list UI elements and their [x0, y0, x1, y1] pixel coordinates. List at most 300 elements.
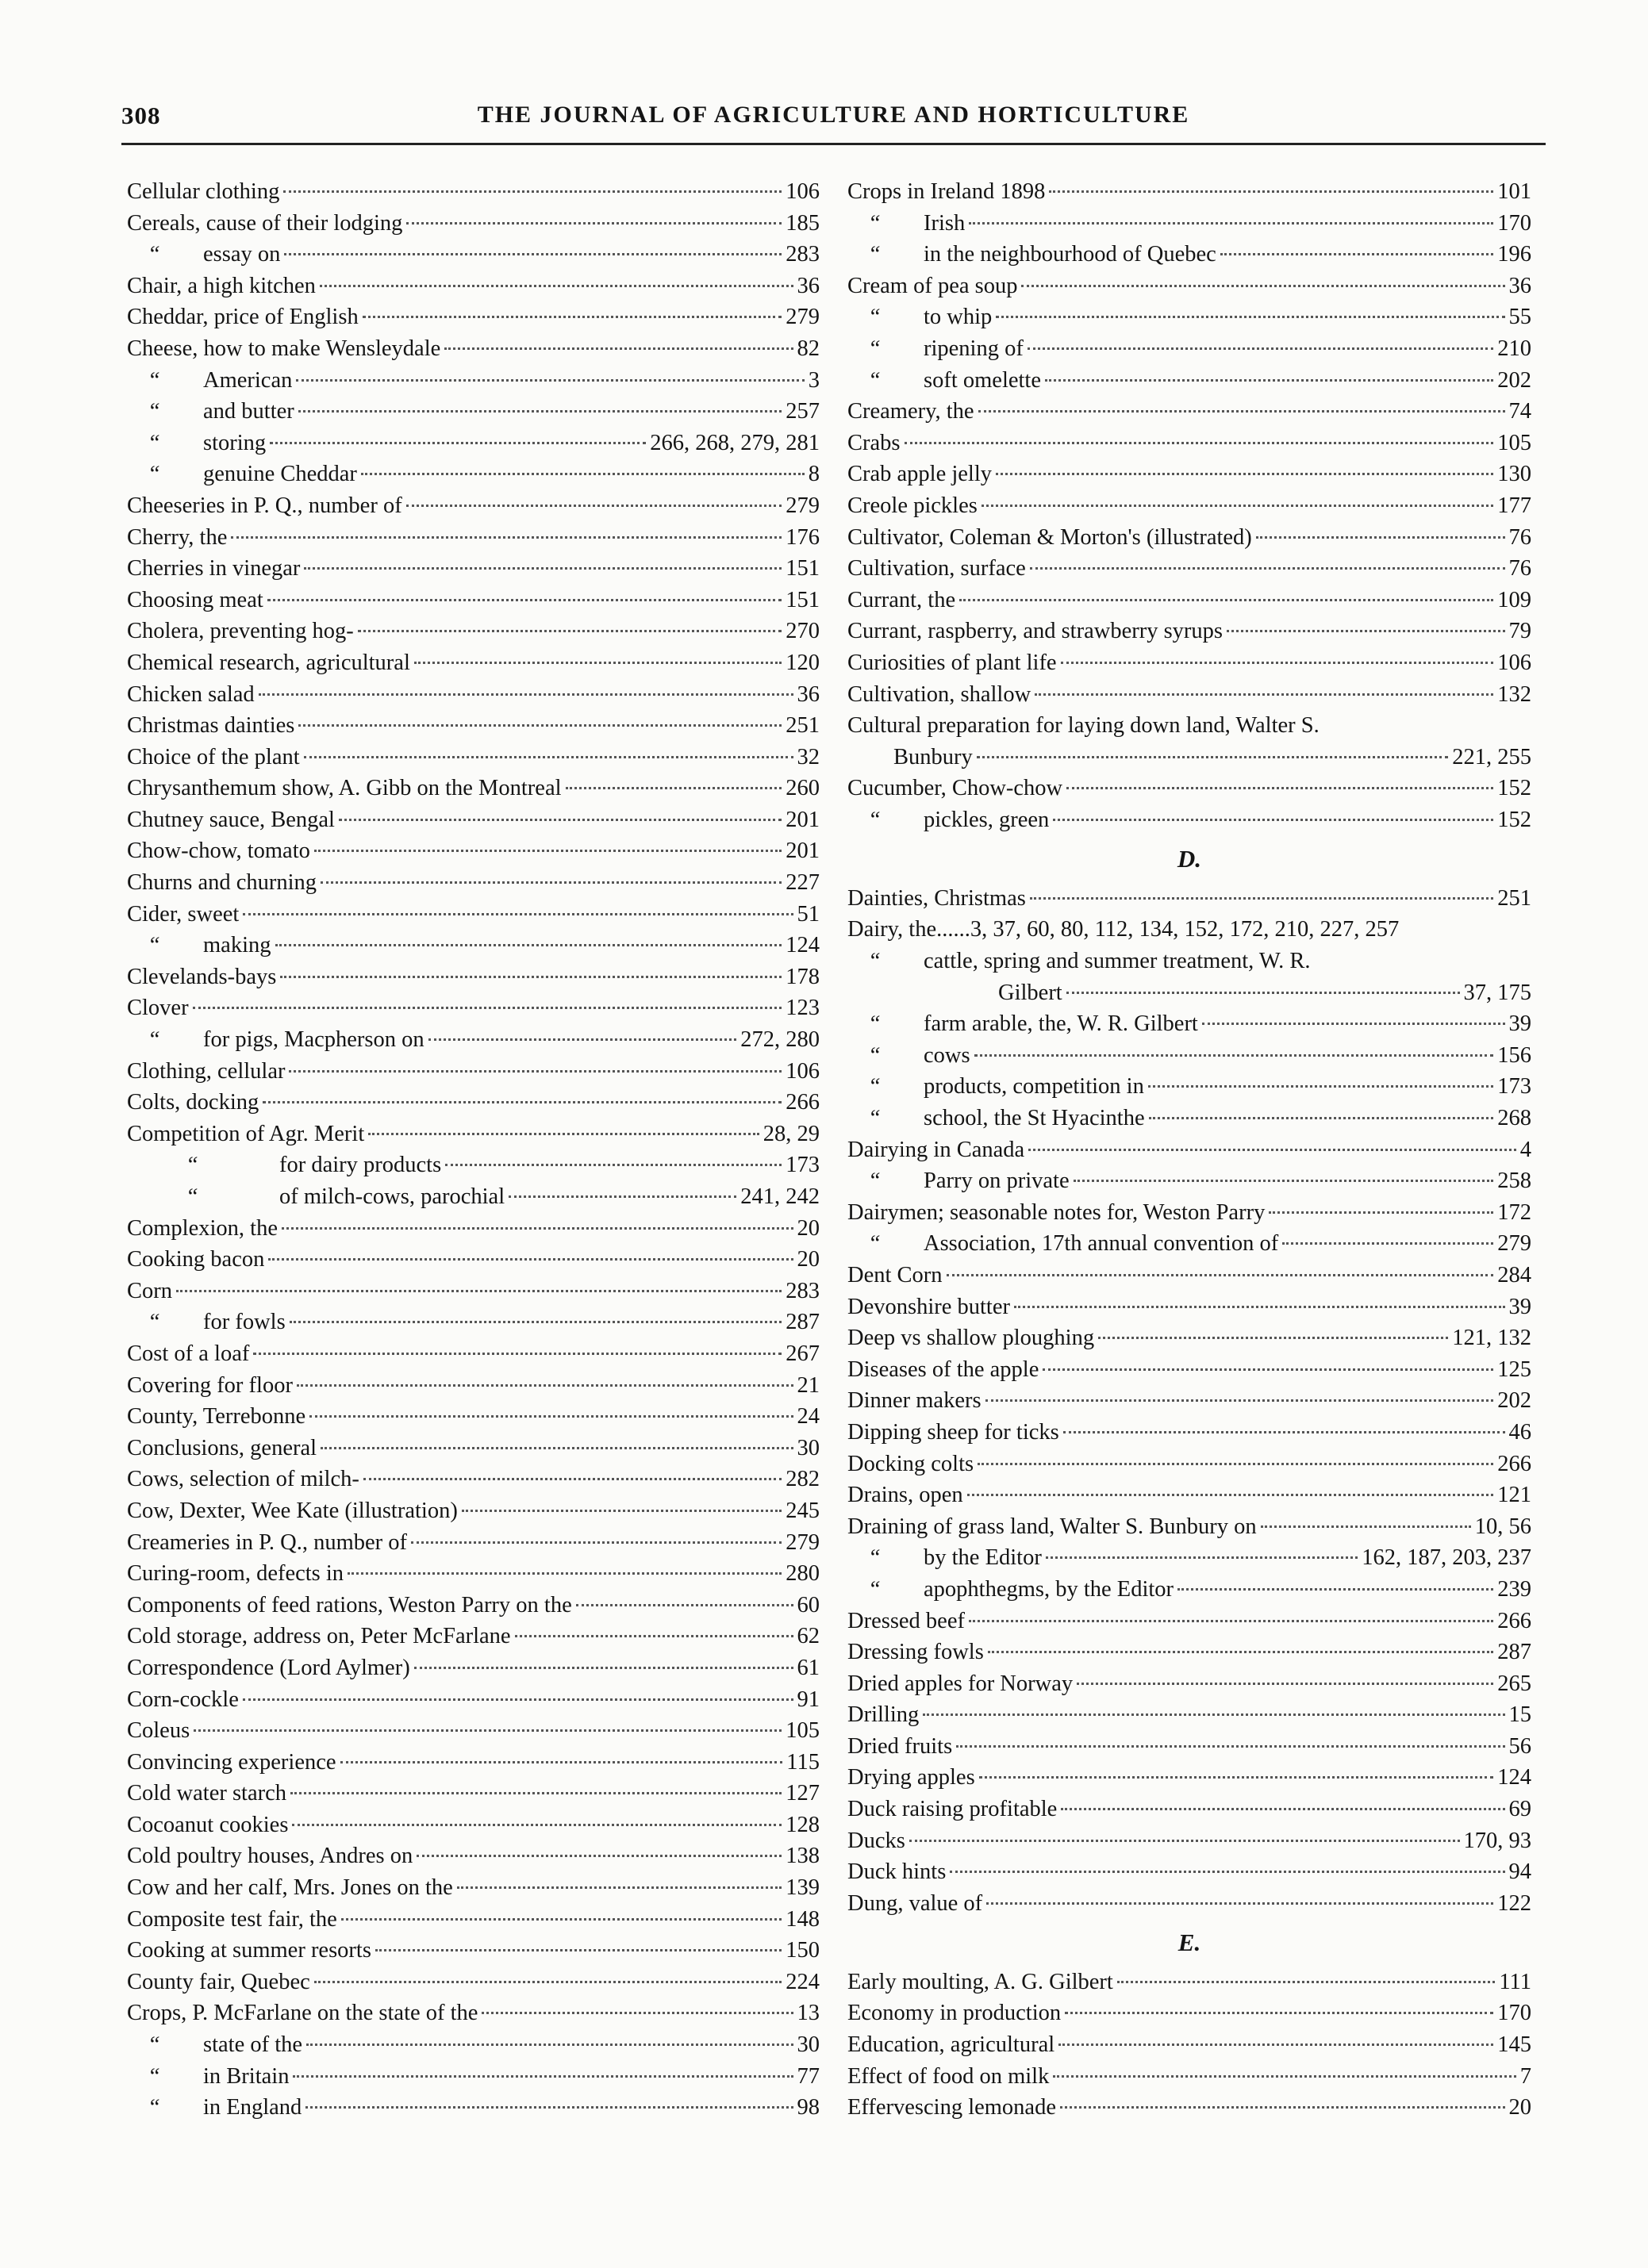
- entry-text: pickles, green: [924, 807, 1050, 832]
- entry-text: Cold water starch: [127, 1781, 287, 1806]
- ditto-mark: “: [186, 1153, 198, 1178]
- entry-text: Clothing, cellular: [127, 1058, 286, 1084]
- index-entry: [847, 2092, 1531, 2124]
- page-reference: 51: [797, 901, 820, 927]
- page-reference: 46: [1508, 1419, 1531, 1445]
- ditto-mark: “: [868, 242, 881, 267]
- dot-leader: [1066, 786, 1493, 789]
- entry-text: for fowls: [203, 1310, 286, 1335]
- entry-text: Corn-cockle: [127, 1687, 239, 1712]
- index-entry: [127, 742, 820, 773]
- page-reference: 170: [1497, 2001, 1531, 2026]
- index-entry: [127, 930, 820, 961]
- index-entry: [127, 867, 820, 899]
- entry-text: Coleus: [127, 1718, 190, 1744]
- page-reference: 13: [797, 2001, 820, 2026]
- page-reference: 122: [1497, 1890, 1531, 1916]
- entry-text: Creamery, the: [847, 399, 974, 424]
- entry-text: Cultivator, Coleman & Morton's (illustrated): [847, 524, 1252, 550]
- page-header: [121, 102, 1546, 140]
- page-reference: 185: [786, 210, 820, 236]
- dot-leader: [969, 221, 1493, 224]
- entry-text: Cream of pea soup: [847, 273, 1018, 298]
- entry-text: Dung, value of: [847, 1890, 983, 1916]
- index-entry: [127, 1213, 820, 1245]
- page-reference: 10, 56: [1474, 1514, 1531, 1539]
- page-reference: 105: [786, 1718, 820, 1744]
- dot-leader: [283, 190, 782, 193]
- dot-leader: [1060, 2105, 1505, 2109]
- index-entry: [127, 1244, 820, 1276]
- dot-leader: [341, 1917, 782, 1921]
- entry-text: Association, 17th annual convention of: [924, 1231, 1279, 1257]
- page-reference: 76: [1508, 556, 1531, 581]
- entry-text: Chemical research, agricultural: [127, 650, 410, 675]
- dot-leader: [321, 881, 782, 884]
- page-reference: 148: [786, 1906, 820, 1932]
- dot-leader: [290, 1320, 782, 1323]
- index-entry: [847, 1417, 1531, 1449]
- page-reference: 120: [786, 650, 820, 675]
- page-reference: 32: [797, 744, 820, 769]
- ditto-mark: “: [868, 367, 881, 393]
- entry-text: Cooking at summer resorts: [127, 1938, 371, 1963]
- index-entry: [847, 1040, 1531, 1072]
- ditto-mark: “: [148, 367, 160, 393]
- dot-leader: [1014, 1305, 1505, 1308]
- page-reference: 111: [1499, 1969, 1531, 1994]
- entry-text: Colts, docking: [127, 1090, 259, 1115]
- page-reference: 55: [1508, 305, 1531, 330]
- page-reference: 257: [786, 399, 820, 424]
- index-entry: [127, 208, 820, 240]
- page-reference: 173: [786, 1153, 820, 1178]
- dot-leader: [905, 441, 1494, 444]
- index-entry: [847, 459, 1531, 490]
- entry-text: Composite test fair, the: [127, 1906, 337, 1932]
- dot-leader: [969, 1619, 1493, 1622]
- page-reference: 101: [1497, 179, 1531, 204]
- page-reference: 79: [1508, 619, 1531, 644]
- dot-leader: [576, 1603, 793, 1606]
- entry-text: Dried apples for Norway: [847, 1671, 1074, 1696]
- index-entry: [847, 1322, 1531, 1354]
- entry-text: Cold storage, address on, Peter McFarlane: [127, 1624, 511, 1649]
- entry-text: Clover: [127, 996, 189, 1021]
- dot-leader: [284, 252, 782, 255]
- index-entry: [847, 742, 1531, 773]
- index-entry: [847, 946, 1531, 977]
- dot-leader: [193, 1006, 782, 1009]
- index-entry: [127, 1338, 820, 1370]
- index-entry: [127, 459, 820, 490]
- index-entry: [847, 1103, 1531, 1134]
- index-entry: [127, 301, 820, 333]
- page-reference: 124: [1497, 1765, 1531, 1790]
- entry-text: Correspondence (Lord Aylmer): [127, 1655, 410, 1680]
- dot-leader: [414, 1666, 793, 1669]
- dot-leader: [1021, 284, 1504, 287]
- entry-text: County, Terrebonne: [127, 1404, 306, 1429]
- dot-leader: [1045, 378, 1493, 382]
- entry-text: Drilling: [847, 1702, 920, 1728]
- index-entry: [127, 647, 820, 679]
- dot-leader: [978, 1462, 1493, 1465]
- dot-leader: [428, 1038, 737, 1041]
- page-reference: 156: [1497, 1042, 1531, 1068]
- index-entry: [847, 333, 1531, 365]
- ditto-mark: “: [148, 462, 160, 487]
- index-entry: [127, 1087, 820, 1119]
- page-reference: 162, 187, 203, 237: [1362, 1545, 1531, 1571]
- page-reference: 125: [1497, 1357, 1531, 1382]
- page-reference: 283: [786, 1278, 820, 1303]
- dot-leader: [194, 1729, 782, 1732]
- ditto-mark: “: [868, 305, 881, 330]
- index-entry: [127, 804, 820, 836]
- ditto-mark: “: [868, 210, 881, 236]
- index-entry: [847, 1479, 1531, 1511]
- dot-leader: [358, 629, 782, 632]
- entry-text: County fair, Quebec: [127, 1969, 310, 1994]
- ditto-mark: “: [148, 2032, 160, 2058]
- index-entry: [127, 1840, 820, 1872]
- entry-text: Competition of Agr. Merit: [127, 1121, 365, 1146]
- dot-leader: [1074, 1179, 1494, 1182]
- page-reference: 8: [808, 462, 820, 487]
- index-entry: [127, 1778, 820, 1809]
- entry-text: Cultivation, shallow: [847, 681, 1031, 707]
- index-entry: [127, 835, 820, 867]
- page-reference: 105: [1497, 430, 1531, 455]
- index-entry: [847, 1794, 1531, 1825]
- section-letter: D.: [1177, 845, 1202, 873]
- index-entry: [127, 710, 820, 742]
- ditto-mark: “: [868, 1576, 881, 1602]
- dot-leader: [974, 1053, 1494, 1057]
- entry-text: by the Editor: [924, 1545, 1042, 1571]
- dot-leader: [363, 315, 782, 318]
- entry-text: of milch-cows, parochial: [279, 1184, 505, 1209]
- page-reference: 123: [786, 996, 820, 1021]
- dot-leader: [985, 1399, 1494, 1402]
- dot-leader: [996, 315, 1504, 318]
- index-entry: [847, 647, 1531, 679]
- dot-leader: [339, 818, 782, 821]
- page-reference: 28, 29: [763, 1121, 820, 1146]
- entry-text: Diseases of the apple: [847, 1357, 1039, 1382]
- dot-leader: [1066, 991, 1460, 994]
- page-reference: 39: [1508, 1294, 1531, 1319]
- index-entry: [847, 1228, 1531, 1260]
- index-entry: [127, 1684, 820, 1716]
- dot-leader: [967, 1493, 1494, 1496]
- index-entry: [127, 1590, 820, 1621]
- page-reference: 61: [797, 1655, 820, 1680]
- dot-leader: [1149, 1116, 1494, 1119]
- entry-text: Cost of a loaf: [127, 1341, 250, 1366]
- entry-text: Dent Corn: [847, 1262, 943, 1288]
- entry-text: Drying apples: [847, 1765, 975, 1790]
- page-reference: 287: [786, 1310, 820, 1335]
- page-reference: 56: [1508, 1733, 1531, 1759]
- dot-leader: [1269, 1211, 1493, 1214]
- ditto-mark: “: [148, 430, 160, 455]
- page-reference: 272, 280: [740, 1027, 820, 1053]
- index-entry: [127, 176, 820, 208]
- dot-leader: [1202, 1022, 1505, 1025]
- dot-leader: [361, 472, 805, 475]
- index-entry: [847, 1071, 1531, 1103]
- page-reference: 279: [786, 493, 820, 518]
- ditto-mark: “: [148, 1027, 160, 1053]
- dot-leader: [482, 2011, 793, 2014]
- entry-text: Cherries in vinegar: [127, 556, 301, 581]
- dot-leader: [923, 1713, 1504, 1716]
- entry-text: Dressed beef: [847, 1608, 965, 1633]
- dot-leader: [289, 1069, 782, 1073]
- page-reference: 76: [1508, 524, 1531, 550]
- dot-leader: [411, 1541, 782, 1544]
- index-entry: [847, 522, 1531, 554]
- dot-leader: [306, 2043, 793, 2046]
- index-entry: [847, 914, 1531, 946]
- dot-leader: [298, 409, 782, 413]
- dot-leader: [1061, 661, 1494, 664]
- index-entry: [847, 1385, 1531, 1417]
- index-entry: [127, 1652, 820, 1684]
- page-reference: 145: [1497, 2032, 1531, 2058]
- entry-text: Currant, the: [847, 587, 956, 612]
- ditto-mark: “: [868, 1011, 881, 1037]
- index-entry: [127, 271, 820, 302]
- dot-leader: [978, 409, 1505, 413]
- page-reference: 202: [1497, 367, 1531, 393]
- dot-leader: [1053, 2074, 1515, 2078]
- entry-text: Economy in production: [847, 2001, 1062, 2026]
- dot-leader: [1035, 693, 1493, 696]
- page-reference: 4: [1519, 1137, 1531, 1162]
- dot-leader: [444, 347, 793, 350]
- dot-leader: [309, 1414, 793, 1418]
- index-entry: [127, 1872, 820, 1904]
- entry-text: ripening of: [924, 336, 1024, 361]
- ditto-mark: “: [148, 2063, 160, 2089]
- ditto-mark: “: [148, 399, 160, 424]
- ditto-mark: “: [868, 1074, 881, 1099]
- index-entry: [847, 1699, 1531, 1731]
- page-reference: 267: [786, 1341, 820, 1366]
- entry-text: in England: [203, 2095, 302, 2120]
- index-entry: [847, 1134, 1531, 1166]
- entry-text: Dipping sheep for ticks: [847, 1419, 1059, 1445]
- entry-text: Conclusions, general: [127, 1435, 317, 1460]
- page-reference: 151: [786, 556, 820, 581]
- entry-text: Cucumber, Chow-chow: [847, 776, 1063, 801]
- page-reference: 91: [797, 1687, 820, 1712]
- dot-leader: [414, 661, 782, 664]
- index-entry: [847, 804, 1531, 836]
- page-reference: 98: [797, 2095, 820, 2120]
- entry-text: Cows, selection of milch-: [127, 1467, 359, 1492]
- index-entry: [127, 553, 820, 585]
- entry-text: Dainties, Christmas: [847, 885, 1026, 911]
- dot-leader: [275, 943, 782, 946]
- index-entry: [847, 1008, 1531, 1040]
- entry-text: American: [203, 367, 293, 393]
- entry-text: cows: [924, 1042, 970, 1068]
- page-reference: 132: [1497, 681, 1531, 707]
- entry-text: Creameries in P. Q., number of: [127, 1529, 408, 1555]
- page-reference: 30: [797, 1435, 820, 1460]
- ditto-mark: “: [148, 242, 160, 267]
- entry-text: Cheddar, price of English: [127, 305, 359, 330]
- page-reference: 62: [797, 1624, 820, 1649]
- entry-text: making: [203, 933, 271, 958]
- page-reference: 15: [1508, 1702, 1531, 1728]
- dot-leader: [280, 975, 782, 978]
- entry-text: Crops, P. McFarlane on the state of the: [127, 2001, 478, 2026]
- entry-text: Crab apple jelly: [847, 462, 993, 487]
- dot-leader: [462, 1509, 782, 1512]
- dot-leader: [1177, 1587, 1493, 1591]
- page-reference: 36: [797, 273, 820, 298]
- dot-leader: [1261, 1525, 1471, 1528]
- index-entry: [127, 1904, 820, 1936]
- entry-text: Ducks: [847, 1828, 905, 1853]
- dot-leader: [304, 566, 782, 570]
- index-entry: [847, 679, 1531, 711]
- page-reference: 39: [1508, 1011, 1531, 1037]
- page-reference: 241, 242: [740, 1184, 820, 1209]
- entry-text: Cold poultry houses, Andres on: [127, 1844, 413, 1869]
- entry-text: Dairying in Canada: [847, 1137, 1025, 1162]
- dot-leader: [1046, 1556, 1358, 1559]
- dot-leader: [321, 1446, 793, 1449]
- page-reference: 266, 268, 279, 281: [650, 430, 820, 455]
- index-entry: [127, 1119, 820, 1150]
- index-entry: [847, 365, 1531, 397]
- index-entry: [127, 1558, 820, 1590]
- page-reference: 279: [1497, 1231, 1531, 1257]
- index-entry: [127, 2092, 820, 2124]
- dot-leader: [282, 1226, 793, 1230]
- dot-leader: [298, 723, 782, 727]
- dot-leader: [1063, 1430, 1505, 1433]
- page-reference: 258: [1497, 1169, 1531, 1194]
- entry-text: Cholera, preventing hog-: [127, 619, 354, 644]
- entry-text: Deep vs shallow ploughing: [847, 1326, 1095, 1351]
- dot-leader: [368, 1132, 759, 1135]
- index-entry: [127, 2061, 820, 2093]
- index-entry: [127, 239, 820, 271]
- entry-text: Cereals, cause of their lodging: [127, 210, 403, 236]
- dot-leader: [253, 1352, 782, 1355]
- entry-text: Cheese, how to make Wensleydale: [127, 336, 441, 361]
- index-entry: [847, 883, 1531, 915]
- page-reference: 221, 255: [1452, 744, 1531, 769]
- page-reference: 173: [1497, 1074, 1531, 1099]
- entry-text: Curiosities of plant life: [847, 650, 1057, 675]
- index-entry: [847, 1967, 1531, 1998]
- page-reference: 106: [1497, 650, 1531, 675]
- entry-text: Clevelands-bays: [127, 964, 277, 989]
- index-entry: [127, 1024, 820, 1056]
- ditto-mark: “: [868, 1545, 881, 1571]
- entry-text: Convincing experience: [127, 1749, 336, 1775]
- page-reference: 7: [1519, 2063, 1531, 2089]
- dot-leader: [1028, 1148, 1516, 1151]
- entry-text: Chutney sauce, Bengal: [127, 807, 335, 832]
- page-reference: 3: [808, 367, 820, 393]
- index-entry: [847, 1762, 1531, 1794]
- entry-text: Gilbert: [998, 980, 1062, 1005]
- entry-text: Covering for floor: [127, 1372, 293, 1398]
- dot-leader: [1220, 252, 1493, 255]
- dot-leader: [304, 755, 793, 758]
- ditto-mark: “: [148, 1310, 160, 1335]
- entry-text: Cooking bacon: [127, 1247, 265, 1272]
- index-entry: [127, 585, 820, 616]
- page-reference: 176: [786, 524, 820, 550]
- dot-leader: [406, 221, 782, 224]
- page-reference: 30: [797, 2032, 820, 2058]
- entry-text: Chow-chow, tomato: [127, 839, 310, 864]
- ditto-mark: “: [868, 807, 881, 832]
- entry-text: Effervescing lemonade: [847, 2095, 1056, 2120]
- running-title: THE JOURNAL OF AGRICULTURE AND HORTICULTURE: [477, 102, 1190, 128]
- index-entry: [847, 2061, 1531, 2093]
- index-entry: [847, 1354, 1531, 1386]
- entry-text: Cherry, the: [127, 524, 228, 550]
- page-reference: 178: [786, 964, 820, 989]
- index-entry: [847, 271, 1531, 302]
- ditto-mark: “: [868, 1169, 881, 1194]
- dot-leader: [263, 1100, 782, 1103]
- page-reference: 266: [1497, 1608, 1531, 1633]
- page-reference: 172: [1497, 1199, 1531, 1225]
- entry-text: Christmas dainties: [127, 713, 295, 739]
- dot-leader: [566, 786, 782, 789]
- ditto-mark: “: [868, 336, 881, 361]
- dot-leader: [375, 1948, 782, 1951]
- dot-leader: [1058, 2043, 1493, 2046]
- index-entry: [127, 1401, 820, 1433]
- index-column-right: [847, 176, 1531, 2124]
- dot-leader: [1256, 535, 1505, 539]
- entry-text: Dressing fowls: [847, 1640, 984, 1665]
- page-reference: 251: [1497, 885, 1531, 911]
- dot-leader: [1227, 629, 1504, 632]
- ditto-mark: “: [868, 949, 881, 974]
- entry-text: products, competition in: [924, 1074, 1144, 1099]
- dot-leader: [293, 2074, 793, 2078]
- index-entry: [127, 1464, 820, 1495]
- page-reference: 74: [1508, 399, 1531, 424]
- ditto-mark: “: [868, 1106, 881, 1131]
- page-reference: 201: [786, 807, 820, 832]
- dot-leader: [292, 1823, 782, 1826]
- dot-leader: [1117, 1980, 1496, 1983]
- page-reference: 21: [797, 1372, 820, 1398]
- ditto-mark: “: [868, 1231, 881, 1257]
- entry-text: Early moulting, A. G. Gilbert: [847, 1969, 1113, 1994]
- entry-text: Cheeseries in P. Q., number of: [127, 493, 402, 518]
- index-entry: [847, 553, 1531, 585]
- entry-text: essay on: [203, 242, 281, 267]
- page-reference: 279: [786, 1529, 820, 1555]
- dot-leader: [305, 2105, 793, 2109]
